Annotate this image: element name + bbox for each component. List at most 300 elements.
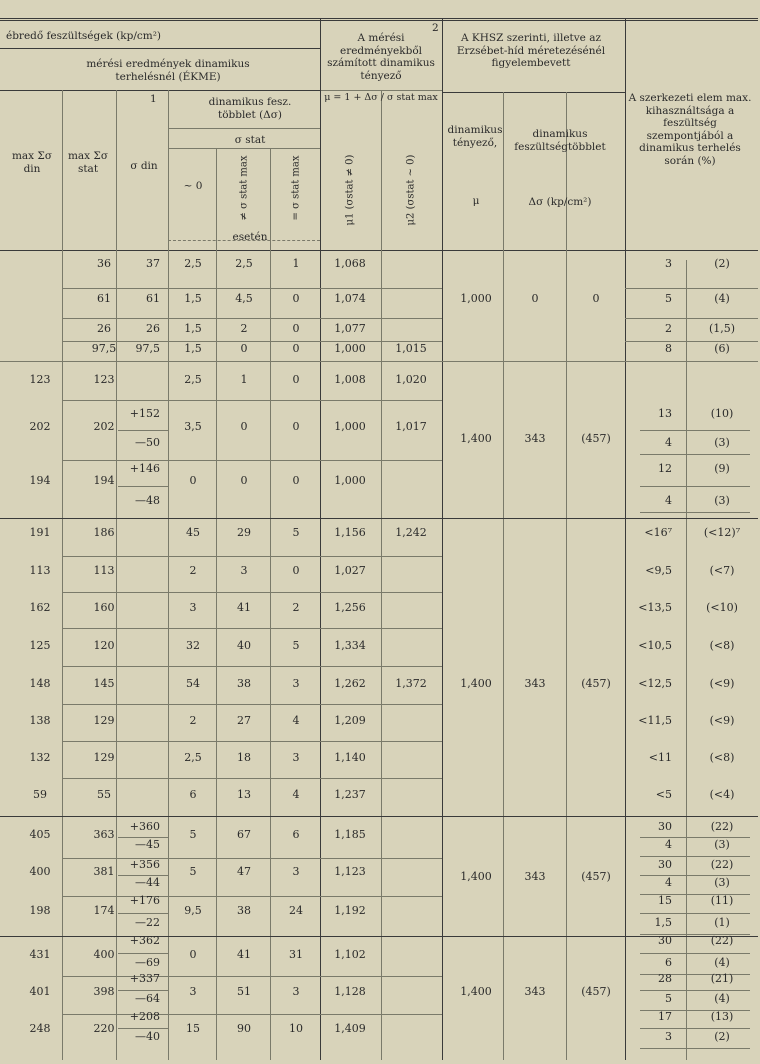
cell-util-2: (<8)	[709, 639, 735, 652]
rule-h	[168, 148, 320, 149]
rule-v	[503, 92, 504, 1060]
cell-delta-eq: 4	[292, 788, 300, 801]
cell-delta-eq: 10	[289, 1022, 303, 1035]
cell-delta-approx-zero: 3	[189, 601, 197, 614]
cell-max-sigma-stat: 97,5	[91, 342, 117, 355]
cell-khsz-factor: 1,400	[460, 870, 492, 883]
cell-delta-approx-zero: 45	[186, 526, 200, 539]
cell-sigma-din: 97,5	[135, 342, 160, 355]
cell-max-sigma-stat: 120	[93, 639, 115, 652]
cell-util-2: (<9)	[709, 677, 735, 690]
cell-util-1b: 5	[665, 992, 672, 1005]
cell-delta-approx-zero: 6	[189, 788, 197, 801]
cell-util-2: (4)	[714, 292, 730, 305]
cell-delta-eq: 0	[292, 292, 300, 305]
cell-mu1: 1,123	[334, 865, 366, 878]
cell-util-2b: (2)	[714, 1030, 730, 1043]
cell-util-1: 30	[658, 934, 672, 947]
cell-mu1: 1,000	[334, 342, 366, 355]
cell-max-sigma-din: 248	[29, 1022, 51, 1035]
cell-util-2: (22)	[710, 820, 734, 833]
cell-delta-eq: 3	[292, 985, 300, 998]
cell-delta-approx-zero: 15	[186, 1022, 200, 1035]
cell-max-sigma-stat: 381	[93, 865, 115, 878]
cell-khsz-factor: 1,400	[460, 677, 492, 690]
rule-h	[0, 361, 758, 362]
cell-delta-neq: 13	[237, 788, 251, 801]
eq-stat-max: = σ stat max	[290, 155, 302, 221]
cell-sigma-din-pos: +152	[129, 407, 160, 420]
cell-delta-eq: 0	[292, 373, 300, 386]
cell-mu1: 1,027	[334, 564, 366, 577]
cell-sigma-din-pos: +176	[129, 894, 160, 907]
cell-sigma-din-neg: —40	[135, 1030, 160, 1043]
formula-factor: μ = 1 + Δσ / σ stat max	[324, 92, 438, 103]
cell-util-1: <11,5	[638, 714, 672, 727]
cell-util-2: (1,5)	[708, 322, 736, 335]
cell-sigma-din: 61	[146, 292, 160, 305]
cell-util-1: <13,5	[638, 601, 672, 614]
cell-util-2: (<7)	[709, 564, 735, 577]
cell-util-1: 3	[665, 257, 672, 270]
max-sigma-din: max Σσ din	[11, 150, 53, 175]
cell-util-2: (<4)	[709, 788, 735, 801]
title-factor: A mérési eredményekből számított dinamikus tényező	[327, 32, 435, 82]
rule-v	[566, 92, 567, 1060]
cell-mu1: 1,140	[334, 751, 366, 764]
cell-max-sigma-din: 202	[29, 420, 51, 433]
rule-h	[640, 856, 750, 857]
cell-delta-eq: 0	[292, 474, 300, 487]
rule-v	[381, 90, 382, 1060]
cell-max-sigma-stat: 194	[93, 474, 115, 487]
cell-max-sigma-din: 59	[33, 788, 47, 801]
rule-h	[62, 741, 442, 742]
cell-util-1: 30	[658, 820, 672, 833]
rule-h	[625, 341, 758, 342]
cell-khsz-stress: 343	[524, 870, 546, 883]
rule-h	[640, 512, 750, 513]
rule-h	[0, 816, 758, 817]
cell-util-1: 15	[658, 894, 672, 907]
cell-max-sigma-stat: 129	[93, 714, 115, 727]
title-khsz: A KHSZ szerinti, illetve az Erzsébet-híd méretezésénél figyelembevett	[456, 32, 606, 70]
rule-h	[118, 430, 168, 431]
cell-util-1: 28	[658, 972, 672, 985]
cell-sigma-din-pos: +360	[129, 820, 160, 833]
rule-v	[216, 148, 217, 1060]
cell-delta-approx-zero: 1,5	[184, 292, 202, 305]
cell-mu2: 1,242	[395, 526, 427, 539]
cell-delta-eq: 5	[292, 526, 300, 539]
rule-h	[62, 1014, 442, 1015]
cell-util-2: (6)	[714, 342, 730, 355]
cell-util-1b: 4	[665, 436, 672, 449]
cell-delta-neq: 38	[237, 677, 251, 690]
rule-h	[62, 288, 442, 289]
cell-khsz-factor: 1,400	[460, 985, 492, 998]
dyn-stress-extra: dinamikus feszültségtöbblet	[514, 128, 606, 153]
rule-h	[640, 454, 750, 455]
cell-util-2: (9)	[714, 462, 730, 475]
cell-util-2b: (3)	[714, 494, 730, 507]
cell-delta-neq: 2	[240, 322, 248, 335]
cell-util-2b: (4)	[714, 956, 730, 969]
rule-h	[640, 913, 750, 914]
col1-marker: 1	[150, 93, 157, 105]
cell-util-2: (<9)	[709, 714, 735, 727]
cell-mu1: 1,008	[334, 373, 366, 386]
in-case: esetén	[232, 231, 268, 243]
rule-h	[640, 1028, 750, 1029]
cell-util-1: <10,5	[638, 639, 672, 652]
rule-h	[442, 92, 625, 93]
cell-khsz-stress: 343	[524, 985, 546, 998]
cell-max-sigma-stat: 202	[93, 420, 115, 433]
rule-h	[62, 666, 442, 667]
cell-delta-neq: 4,5	[235, 292, 253, 305]
cell-util-2b: (4)	[714, 992, 730, 1005]
cell-util-1: 5	[665, 292, 672, 305]
cell-delta-neq: 0	[240, 420, 248, 433]
cell-mu1: 1,074	[334, 292, 366, 305]
rule-h	[62, 778, 442, 779]
cell-util-2b: (3)	[714, 838, 730, 851]
cell-util-1: 2	[665, 322, 672, 335]
rule-h	[640, 1010, 750, 1011]
cell-delta-neq: 3	[240, 564, 248, 577]
rule-h	[62, 896, 442, 897]
rule-h	[640, 486, 750, 487]
cell-delta-eq: 6	[292, 828, 300, 841]
rule-h	[640, 894, 750, 895]
cell-max-sigma-stat: 186	[93, 526, 115, 539]
cell-util-2: (21)	[710, 972, 734, 985]
rule-h	[62, 976, 442, 977]
cell-delta-approx-zero: 2,5	[184, 257, 202, 270]
cell-sigma-din-neg: —48	[135, 494, 160, 507]
cell-max-sigma-stat: 398	[93, 985, 115, 998]
cell-mu2: 1,020	[395, 373, 427, 386]
cell-mu1: 1,237	[334, 788, 366, 801]
cell-max-sigma-din: 194	[29, 474, 51, 487]
cell-delta-neq: 41	[237, 948, 251, 961]
cell-max-sigma-stat: 123	[93, 373, 115, 386]
cell-sigma-din-neg: —44	[135, 876, 160, 889]
cell-util-2: (<12)⁷	[703, 526, 741, 539]
cell-sigma-din-pos: +208	[129, 1010, 160, 1023]
cell-delta-eq: 1	[292, 257, 300, 270]
cell-util-2: (22)	[710, 934, 734, 947]
cell-max-sigma-stat: 113	[93, 564, 115, 577]
max-sigma-stat: max Σσ stat	[67, 150, 109, 175]
cell-max-sigma-din: 401	[29, 985, 51, 998]
rule-v	[686, 260, 687, 1060]
rule-h	[640, 1048, 750, 1049]
rule-h	[62, 341, 442, 342]
cell-mu1: 1,262	[334, 677, 366, 690]
cell-util-2: (10)	[710, 407, 734, 420]
mu1-header: μ1 (σstat ≠ 0)	[344, 154, 356, 226]
cell-khsz-stress: 343	[524, 677, 546, 690]
rule-h	[640, 934, 750, 935]
cell-delta-eq: 0	[292, 420, 300, 433]
rule-h	[62, 858, 442, 859]
cell-util-1: 12	[658, 462, 672, 475]
cell-mu1: 1,209	[334, 714, 366, 727]
cell-mu1: 1,000	[334, 474, 366, 487]
sigma-din: σ din	[130, 160, 158, 172]
cell-sigma-din-pos: +356	[129, 858, 160, 871]
cell-sigma-din: 26	[146, 322, 160, 335]
cell-delta-approx-zero: 2,5	[184, 751, 202, 764]
cell-util-2: (2)	[714, 257, 730, 270]
cell-khsz-stress-alt: (457)	[581, 985, 611, 998]
cell-delta-neq: 18	[237, 751, 251, 764]
cell-util-2: (11)	[710, 894, 734, 907]
cell-mu1: 1,409	[334, 1022, 366, 1035]
cell-max-sigma-din: 113	[29, 564, 51, 577]
rule-h	[118, 990, 168, 991]
cell-khsz-factor: 1,000	[460, 292, 492, 305]
rule-h	[0, 518, 758, 519]
rule-h	[625, 288, 758, 289]
cell-delta-eq: 0	[292, 322, 300, 335]
cell-util-1: <12,5	[638, 677, 672, 690]
cell-max-sigma-stat: 26	[97, 322, 111, 335]
cell-util-1b: 3	[665, 1030, 672, 1043]
cell-max-sigma-stat: 55	[97, 788, 111, 801]
cell-delta-neq: 0	[240, 342, 248, 355]
cell-mu1: 1,334	[334, 639, 366, 652]
rule-v	[62, 90, 63, 1060]
cell-max-sigma-din: 405	[29, 828, 51, 841]
sigma-stat: σ stat	[234, 134, 266, 146]
cell-mu1: 1,192	[334, 904, 366, 917]
cell-max-sigma-din: 138	[29, 714, 51, 727]
cell-delta-eq: 0	[292, 564, 300, 577]
cell-delta-approx-zero: 5	[189, 865, 197, 878]
cell-max-sigma-din: 191	[29, 526, 51, 539]
cell-sigma-din-neg: —22	[135, 916, 160, 929]
cell-mu1: 1,000	[334, 420, 366, 433]
cell-delta-eq: 0	[292, 342, 300, 355]
rule-h	[640, 990, 750, 991]
cell-mu1: 1,156	[334, 526, 366, 539]
rule-v	[168, 90, 169, 1060]
cell-util-1b: 4	[665, 494, 672, 507]
rule-h	[118, 913, 168, 914]
cell-max-sigma-din: 132	[29, 751, 51, 764]
cell-max-sigma-stat: 220	[93, 1022, 115, 1035]
cell-mu1: 1,185	[334, 828, 366, 841]
rule-h	[0, 48, 320, 49]
rule-h	[62, 704, 442, 705]
cell-util-1: 13	[658, 407, 672, 420]
rule-h	[640, 974, 750, 975]
rule-h	[0, 936, 758, 937]
cell-util-1b: 6	[665, 956, 672, 969]
cell-mu1: 1,077	[334, 322, 366, 335]
cell-util-1b: 4	[665, 876, 672, 889]
cell-max-sigma-din: 162	[29, 601, 51, 614]
cell-delta-eq: 4	[292, 714, 300, 727]
cell-util-1: <11	[648, 751, 672, 764]
cell-delta-neq: 29	[237, 526, 251, 539]
cell-delta-eq: 2	[292, 601, 300, 614]
rule-h	[118, 486, 168, 487]
cell-delta-approx-zero: 0	[189, 474, 197, 487]
cell-delta-approx-zero: 3	[189, 985, 197, 998]
cell-delta-approx-zero: 1,5	[184, 342, 202, 355]
rule-h	[625, 318, 758, 319]
cell-util-2b: (3)	[714, 436, 730, 449]
rule-h	[62, 592, 442, 593]
rule-v	[270, 148, 271, 1060]
rule-h	[118, 953, 168, 954]
cell-mu2: 1,015	[395, 342, 427, 355]
rule-h	[118, 1028, 168, 1029]
cell-delta-eq: 24	[289, 904, 303, 917]
title-utilization: A szerkezeti elem max. kihasználtsága a feszültség szempontjából a dinamikus terhelés során (%)	[628, 92, 752, 167]
cell-util-1: <9,5	[645, 564, 672, 577]
cell-util-2: (22)	[710, 858, 734, 871]
cell-delta-neq: 67	[237, 828, 251, 841]
rule-h	[168, 128, 320, 129]
cell-delta-approx-zero: 2	[189, 564, 197, 577]
rule-h	[0, 90, 320, 91]
cell-util-1: 17	[658, 1010, 672, 1023]
cell-mu1: 1,256	[334, 601, 366, 614]
rule-v	[625, 18, 626, 1060]
rule-h	[640, 875, 750, 876]
cell-khsz-stress-alt: (457)	[581, 677, 611, 690]
cell-khsz-factor: 1,400	[460, 432, 492, 445]
cell-khsz-stress: 343	[524, 432, 546, 445]
cell-khsz-stress-alt: 0	[592, 292, 600, 305]
rule-h	[62, 400, 442, 401]
cell-delta-approx-zero: 9,5	[184, 904, 202, 917]
cell-max-sigma-stat: 36	[97, 257, 111, 270]
cell-delta-eq: 3	[292, 751, 300, 764]
mu2-header: μ2 (σstat ~ 0)	[405, 154, 417, 226]
cell-sigma-din-pos: +146	[129, 462, 160, 475]
cell-mu1: 1,068	[334, 257, 366, 270]
cell-delta-eq: 3	[292, 677, 300, 690]
cell-delta-neq: 27	[237, 714, 251, 727]
cell-delta-approx-zero: 0	[189, 948, 197, 961]
cell-util-2b: (1)	[714, 916, 730, 929]
title-measured: mérési eredmények dinamikus terhelésnél (ÉKME)	[86, 58, 250, 83]
cell-util-2b: (3)	[714, 876, 730, 889]
rule-v	[320, 18, 321, 1060]
cell-max-sigma-stat: 160	[93, 601, 115, 614]
col2-number: 2	[432, 22, 439, 34]
cell-util-2: (<8)	[709, 751, 735, 764]
rule-h	[640, 837, 750, 838]
cell-max-sigma-stat: 400	[93, 948, 115, 961]
cell-sigma-din: 37	[146, 257, 160, 270]
cell-util-2: (<10)	[706, 601, 738, 614]
cell-max-sigma-stat: 363	[93, 828, 115, 841]
cell-sigma-din-neg: —69	[135, 956, 160, 969]
cell-sigma-din-pos: +362	[129, 934, 160, 947]
rule-h	[62, 628, 442, 629]
cell-max-sigma-stat: 61	[97, 292, 111, 305]
cell-mu2: 1,017	[395, 420, 427, 433]
cell-util-1: 8	[665, 342, 672, 355]
cell-mu2: 1,372	[395, 677, 427, 690]
cell-max-sigma-din: 198	[29, 904, 51, 917]
cell-delta-neq: 2,5	[235, 257, 253, 270]
cell-max-sigma-stat: 129	[93, 751, 115, 764]
title-stresses: ébredő feszültségek (kp/cm²)	[6, 30, 162, 42]
cell-delta-neq: 38	[237, 904, 251, 917]
cell-delta-neq: 40	[237, 639, 251, 652]
dyn-extra: dinamikus fesz. többlet (Δσ)	[208, 96, 292, 121]
neq-stat-max: ≠ σ stat max	[238, 155, 250, 221]
cell-delta-eq: 5	[292, 639, 300, 652]
cell-delta-approx-zero: 2,5	[184, 373, 202, 386]
cell-delta-approx-zero: 54	[186, 677, 200, 690]
cell-delta-approx-zero: 2	[189, 714, 197, 727]
rule-h	[640, 430, 750, 431]
cell-max-sigma-din: 148	[29, 677, 51, 690]
cell-max-sigma-stat: 145	[93, 677, 115, 690]
cell-sigma-din-neg: —50	[135, 436, 160, 449]
rule-h	[62, 556, 442, 557]
rule-h	[0, 250, 758, 251]
approx-zero: ~ 0	[183, 180, 203, 192]
cell-max-sigma-stat: 174	[93, 904, 115, 917]
rule-h	[640, 953, 750, 954]
cell-sigma-din-neg: —45	[135, 838, 160, 851]
cell-delta-neq: 47	[237, 865, 251, 878]
cell-delta-neq: 0	[240, 474, 248, 487]
cell-delta-eq: 3	[292, 865, 300, 878]
cell-sigma-din-pos: +337	[129, 972, 160, 985]
cell-delta-neq: 41	[237, 601, 251, 614]
cell-delta-approx-zero: 5	[189, 828, 197, 841]
cell-max-sigma-din: 431	[29, 948, 51, 961]
cell-delta-neq: 1	[240, 373, 248, 386]
cell-delta-approx-zero: 3,5	[184, 420, 202, 433]
cell-delta-neq: 51	[237, 985, 251, 998]
dyn-factor: dinamikus tényező,	[447, 124, 503, 149]
cell-delta-approx-zero: 1,5	[184, 322, 202, 335]
cell-mu1: 1,102	[334, 948, 366, 961]
cell-util-1: <5	[655, 788, 672, 801]
cell-mu1: 1,128	[334, 985, 366, 998]
mu-header: μ	[472, 195, 480, 207]
cell-max-sigma-din: 400	[29, 865, 51, 878]
cell-delta-neq: 90	[237, 1022, 251, 1035]
cell-sigma-din-neg: —64	[135, 992, 160, 1005]
cell-max-sigma-din: 125	[29, 639, 51, 652]
rule-h	[62, 318, 442, 319]
cell-delta-eq: 31	[289, 948, 303, 961]
cell-khsz-stress-alt: (457)	[581, 432, 611, 445]
cell-khsz-stress: 0	[531, 292, 539, 305]
cell-max-sigma-din: 123	[29, 373, 51, 386]
cell-util-1: <16⁷	[644, 526, 672, 539]
cell-util-1b: 4	[665, 838, 672, 851]
rule-v	[442, 18, 443, 1060]
delta-sigma-unit: Δσ (kp/cm²)	[528, 196, 592, 208]
cell-util-1: 30	[658, 858, 672, 871]
cell-util-1b: 1,5	[654, 916, 672, 929]
rule-h	[62, 460, 442, 461]
